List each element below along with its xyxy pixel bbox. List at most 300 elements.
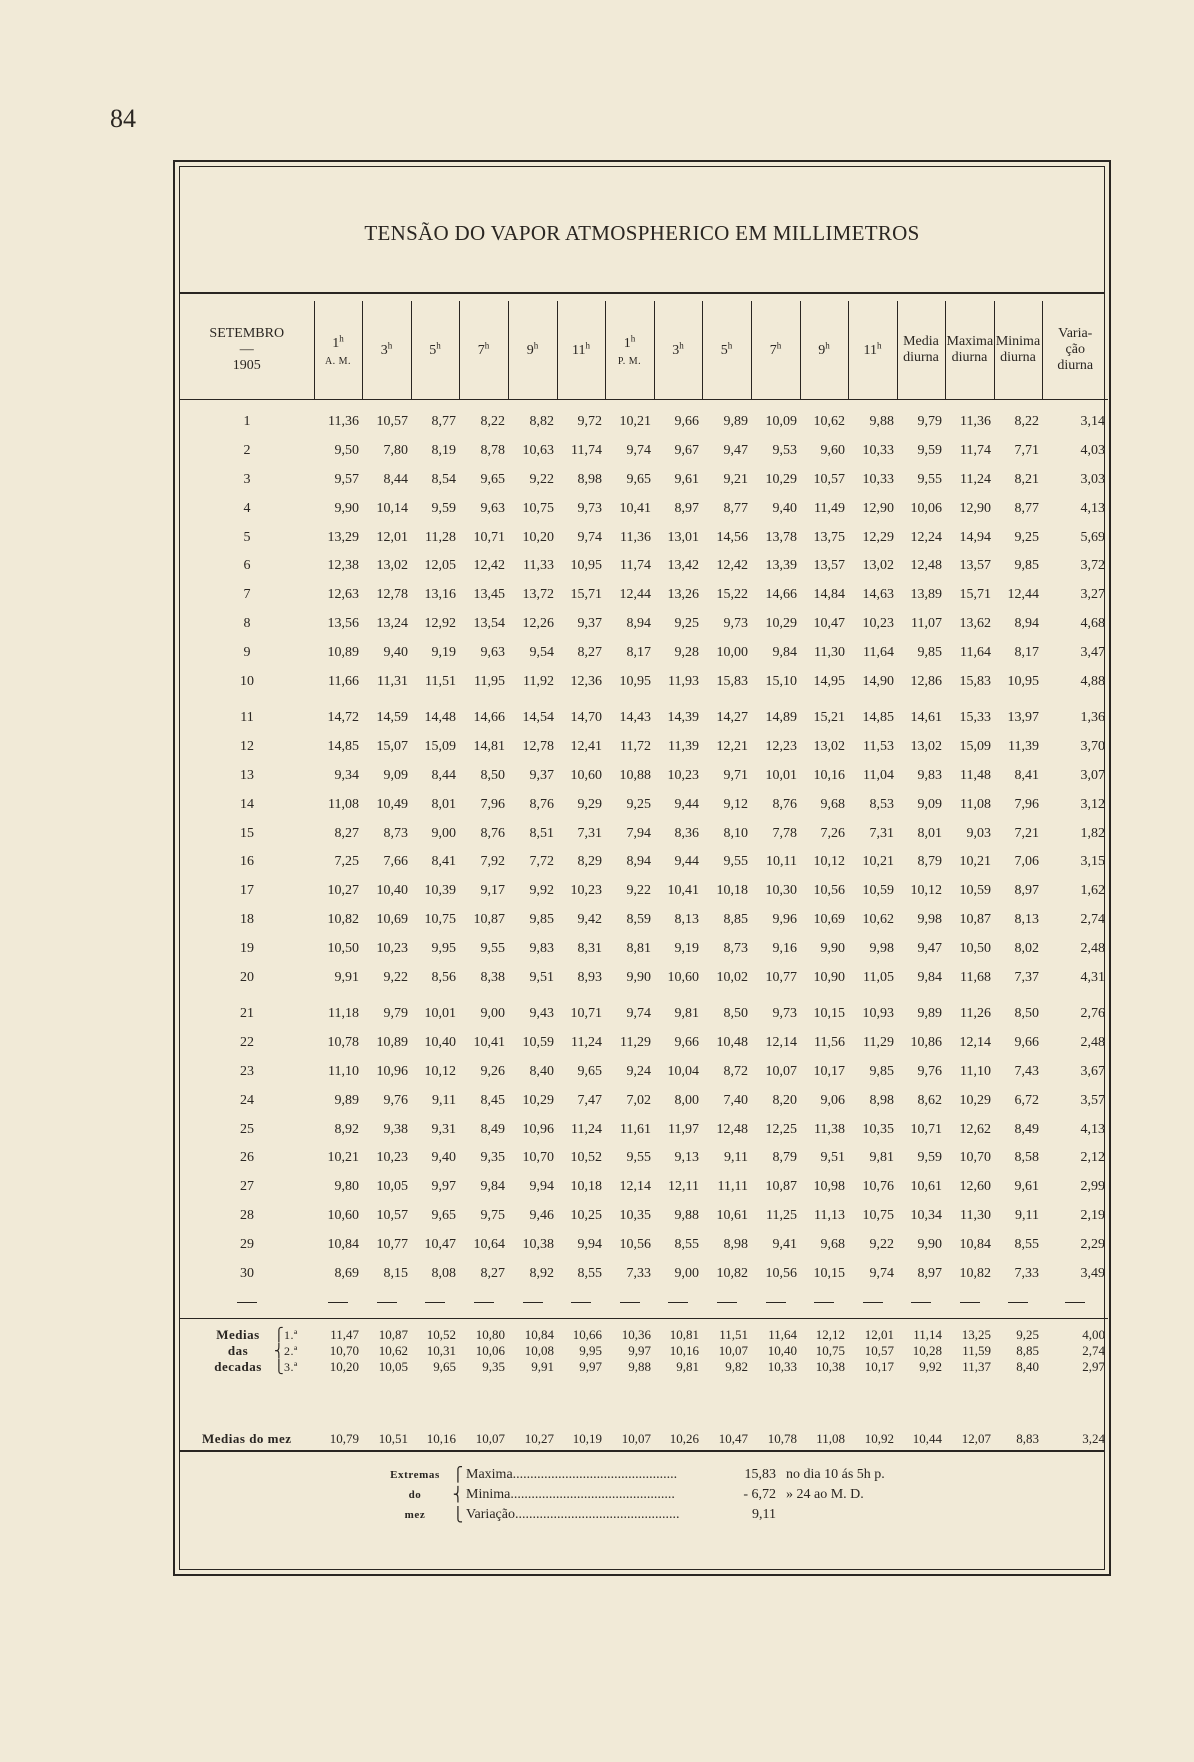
value-cell: 9,65 [626,471,651,487]
value-cell: 8,77 [1014,500,1039,516]
day-cell: 9 [243,644,251,660]
dash-row [180,1288,1108,1319]
value-cell: 3,27 [1080,587,1105,603]
table-row [180,552,1108,581]
value-cell: 10,77 [765,969,797,985]
value-cell: 14,81 [473,739,505,755]
value-cell: 10,11 [766,854,797,870]
decade-value: 9,88 [628,1358,651,1374]
value-cell: 9,65 [431,1207,456,1223]
value-cell: 15,10 [765,673,797,689]
value-cell: 11,11 [717,1179,748,1195]
value-cell: 11,24 [571,1035,602,1051]
value-cell: 13,24 [376,615,408,631]
decade-value: 8,85 [1016,1342,1039,1358]
value-cell: 13,39 [765,558,797,574]
value-cell: 10,27 [327,883,359,899]
value-cell: 8,97 [917,1265,942,1281]
value-cell: 11,28 [425,529,456,545]
value-cell: 2,99 [1080,1179,1105,1195]
value-cell: 1,36 [1080,710,1105,726]
decade-value: 10,33 [767,1358,797,1374]
value-cell: 9,31 [431,1121,456,1137]
value-cell: 9,55 [626,1150,651,1166]
value-cell: 10,82 [327,911,359,927]
value-cell: 13,56 [327,615,359,631]
value-cell: 12,01 [376,529,408,545]
value-cell: 9,65 [480,471,505,487]
am-label: A. M. [324,355,352,367]
decade-value: 9,82 [725,1358,748,1374]
value-cell: 9,11 [724,1150,748,1166]
value-cell: 8,79 [917,854,942,870]
extreme-row-minima [380,1485,1040,1505]
value-cell: 9,24 [626,1063,651,1079]
value-cell: 8,77 [723,500,748,516]
hour-header: 11$^h$ [848,301,897,400]
value-cell: 9,22 [869,1236,894,1252]
value-cell: 10,29 [765,615,797,631]
month-mean-label: Medias do mez [202,1430,292,1446]
decade-ordinal: 3.ª [284,1359,298,1374]
value-cell: 9,94 [577,1236,602,1252]
value-cell: 10,34 [910,1207,942,1223]
value-cell: 15,71 [959,587,991,603]
decade-value: 10,70 [329,1342,359,1358]
table-row [180,906,1108,935]
value-cell: 8,72 [723,1063,748,1079]
value-cell: 9,88 [674,1207,699,1223]
value-cell: 7,31 [577,825,602,841]
value-cell: 10,18 [716,883,748,899]
value-cell: 9,55 [917,471,942,487]
value-cell: 13,02 [376,558,408,574]
extremes-label: Extremas [390,1469,440,1481]
day-cell: 15 [240,825,254,841]
value-cell: 11,29 [620,1035,651,1051]
table-row [180,790,1108,819]
value-cell: 10,69 [376,911,408,927]
value-cell: 10,59 [862,883,894,899]
value-cell: 9,79 [383,1006,408,1022]
decade-brace: ⎨ [274,1342,285,1358]
value-cell: 10,04 [667,1063,699,1079]
day-cell: 25 [240,1121,254,1137]
header-row [180,301,1108,400]
value-cell: 7,96 [1014,796,1039,812]
value-cell: 11,31 [377,673,408,689]
vapor-tension-table [180,301,1108,1451]
value-cell: 10,30 [765,883,797,899]
extreme-row-maxima [380,1465,1040,1485]
value-cell: 8,82 [529,414,554,430]
value-cell: 8,81 [626,940,651,956]
value-cell: 9,21 [723,471,748,487]
month-mean-value: 10,79 [329,1430,359,1446]
value-cell: 8,19 [431,443,456,459]
value-cell: 5,69 [1080,529,1105,545]
variacao-diurna-header: Varia- ção diurna [1042,301,1108,400]
month-mean-value: 10,92 [864,1430,894,1446]
value-cell: 10,40 [376,883,408,899]
value-cell: 10,23 [667,767,699,783]
decade-value: 11,51 [719,1326,748,1342]
value-cell: 10,61 [716,1207,748,1223]
value-cell: 8,50 [480,767,505,783]
value-cell: 8,02 [1014,940,1039,956]
value-cell: 11,66 [328,673,359,689]
value-cell: 14,54 [522,710,554,726]
decade-value: 11,47 [330,1326,359,1342]
month-mean-value: 10,26 [669,1430,699,1446]
value-cell: 11,24 [571,1121,602,1137]
media-diurna-header: Media diurna [897,301,945,400]
hour-header: 9$^h$ [508,301,557,400]
value-cell: 12,26 [522,615,554,631]
month-mean-row [180,1375,1108,1451]
table-row [180,1086,1108,1115]
decade-row [180,1359,1108,1375]
value-cell: 13,62 [959,615,991,631]
value-cell: 9,34 [334,767,359,783]
value-cell: 13,42 [667,558,699,574]
value-cell: 10,35 [862,1121,894,1137]
value-cell: 10,33 [862,443,894,459]
value-cell: 11,30 [960,1207,991,1223]
decade-ordinal: 2.ª [284,1343,298,1358]
value-cell: 12,11 [668,1179,699,1195]
day-cell: 17 [240,883,254,899]
value-cell: 10,14 [376,500,408,516]
value-cell: 8,50 [1014,1006,1039,1022]
extreme-name: Maxima............................................... [466,1467,678,1482]
month-extremes [380,1465,1040,1525]
dash-mark [863,1302,883,1303]
value-cell: 12,14 [959,1035,991,1051]
value-cell: 10,75 [522,500,554,516]
dash-cell [848,1288,897,1319]
value-cell: 11,74 [571,443,602,459]
value-cell: 4,03 [1080,443,1105,459]
value-cell: 12,23 [765,739,797,755]
decade-label-text: decadas [214,1358,262,1374]
value-cell: 13,02 [862,558,894,574]
table-row [180,408,1108,437]
value-cell: 9,74 [626,1006,651,1022]
value-cell: 8,51 [529,825,554,841]
decade-value: 9,95 [579,1342,602,1358]
value-cell: 15,71 [570,587,602,603]
value-cell: 10,87 [765,1179,797,1195]
table-row [180,934,1108,963]
value-cell: 11,72 [620,739,651,755]
month-mean-value: 10,07 [475,1430,505,1446]
dash-cell [654,1288,702,1319]
value-cell: 10,02 [716,969,748,985]
value-cell: 9,68 [820,1236,845,1252]
hour-header-pm: 1$^h$ P. M. [605,301,654,400]
value-cell: 10,59 [522,1035,554,1051]
value-cell: 10,78 [327,1035,359,1051]
value-cell: 2,48 [1080,1035,1105,1051]
day-cell: 19 [240,940,254,956]
value-cell: 9,98 [917,911,942,927]
value-cell: 8,56 [431,969,456,985]
brace-mid: ⎨ [452,1487,464,1503]
day-cell: 26 [240,1150,254,1166]
value-cell: 8,85 [723,911,748,927]
value-cell: 8,13 [674,911,699,927]
value-cell: 9,44 [674,854,699,870]
value-cell: 9,84 [772,644,797,660]
value-cell: 8,21 [1014,471,1039,487]
value-cell: 12,42 [716,558,748,574]
dash-cell [508,1288,557,1319]
value-cell: 10,39 [424,883,456,899]
value-cell: 8,76 [529,796,554,812]
value-cell: 8,27 [480,1265,505,1281]
value-cell: 9,59 [917,1150,942,1166]
decade-label [180,1359,314,1375]
value-cell: 9,88 [869,414,894,430]
value-cell: 8,49 [1014,1121,1039,1137]
month-mean-value: 12,07 [961,1430,991,1446]
table-row [180,704,1108,733]
extreme-note: » 24 ao M. D. [786,1487,864,1502]
value-cell: 10,69 [813,911,845,927]
table-row [180,667,1108,696]
day-cell: 13 [240,767,254,783]
value-cell: 8,49 [480,1121,505,1137]
value-cell: 14,95 [813,673,845,689]
value-cell: 11,64 [960,644,991,660]
value-cell: 12,44 [1007,587,1039,603]
decade-value: 11,37 [962,1358,991,1374]
value-cell: 11,10 [960,1063,991,1079]
value-cell: 10,70 [959,1150,991,1166]
value-cell: 10,41 [473,1035,505,1051]
value-cell: 7,96 [480,796,505,812]
value-cell: 9,74 [577,529,602,545]
hour-header: 3$^h$ [654,301,702,400]
month-mean-value: 10,07 [621,1430,651,1446]
value-cell: 12,14 [619,1179,651,1195]
value-cell: 12,24 [910,529,942,545]
value-cell: 13,89 [910,587,942,603]
value-cell: 11,93 [668,673,699,689]
value-cell: 10,64 [473,1236,505,1252]
value-cell: 11,51 [425,673,456,689]
day-cell: 21 [240,1006,254,1022]
value-cell: 10,93 [862,1006,894,1022]
value-cell: 11,38 [814,1121,845,1137]
value-cell: 8,38 [480,969,505,985]
extremes-label: do [408,1489,422,1501]
decade-ordinal: 1.ª [284,1327,298,1342]
value-cell: 8,73 [383,825,408,841]
value-cell: 9,61 [1014,1179,1039,1195]
value-cell: 12,25 [765,1121,797,1137]
value-cell: 14,84 [813,587,845,603]
value-cell: 15,09 [424,739,456,755]
hour-header: 11$^h$ [557,301,605,400]
dash-mark [717,1302,737,1303]
decade-value: 10,40 [767,1342,797,1358]
day-cell: 24 [240,1092,254,1108]
value-cell: 14,89 [765,710,797,726]
value-cell: 9,46 [529,1207,554,1223]
value-cell: 7,21 [1014,825,1039,841]
table-row [180,1173,1108,1202]
decade-value: 9,97 [579,1358,602,1374]
value-cell: 8,53 [869,796,894,812]
table-title: TENSÃO DO VAPOR ATMOSPHERICO EM MILLIMETROS [180,167,1104,294]
value-cell: 10,29 [765,471,797,487]
dash-mark [1008,1302,1028,1303]
value-cell: 9,25 [1014,529,1039,545]
value-cell: 10,33 [862,471,894,487]
day-cell: 27 [240,1179,254,1195]
value-cell: 11,10 [328,1063,359,1079]
value-cell: 9,85 [529,911,554,927]
value-cell: 10,48 [716,1035,748,1051]
value-cell: 11,74 [960,443,991,459]
value-cell: 10,82 [959,1265,991,1281]
value-cell: 9,97 [431,1179,456,1195]
decade-value: 10,75 [815,1342,845,1358]
group-gap [180,992,1108,1000]
value-cell: 10,76 [862,1179,894,1195]
value-cell: 2,74 [1080,911,1105,927]
decade-row [180,1343,1108,1359]
day-cell: 20 [240,969,254,985]
dash-mark [237,1302,257,1303]
value-cell: 12,14 [765,1035,797,1051]
decade-value: 9,25 [1016,1326,1039,1342]
month-mean-value: 11,08 [816,1430,845,1446]
value-cell: 3,12 [1080,796,1105,812]
value-cell: 9,83 [529,940,554,956]
value-cell: 10,75 [424,911,456,927]
value-cell: 8,92 [334,1121,359,1137]
header-dash: — [239,341,254,357]
decade-value: 10,08 [524,1342,554,1358]
value-cell: 8,55 [674,1236,699,1252]
value-cell: 9,09 [917,796,942,812]
value-cell: 10,87 [959,911,991,927]
value-cell: 9,40 [383,644,408,660]
day-cell: 1 [243,414,251,430]
value-cell: 11,74 [620,558,651,574]
value-cell: 10,60 [327,1207,359,1223]
value-cell: 8,55 [577,1265,602,1281]
hour-header: 3$^h$ [362,301,411,400]
month-mean-value: 10,47 [718,1430,748,1446]
value-cell: 9,16 [772,940,797,956]
decade-value: 10,57 [864,1342,894,1358]
table-frame-inner [179,166,1105,1570]
daily-rows [180,400,1108,1451]
group-gap [180,400,1108,409]
value-cell: 11,05 [863,969,894,985]
value-cell: 10,96 [376,1063,408,1079]
value-cell: 11,64 [863,644,894,660]
value-cell: 10,56 [619,1236,651,1252]
value-cell: 10,71 [473,529,505,545]
value-cell: 10,84 [959,1236,991,1252]
value-cell: 12,41 [570,739,602,755]
table-row [180,819,1108,848]
day-cell: 2 [243,443,251,459]
value-cell: 10,23 [862,615,894,631]
value-cell: 8,92 [529,1265,554,1281]
dash-cell [702,1288,751,1319]
value-cell: 10,86 [910,1035,942,1051]
value-cell: 8,50 [723,1006,748,1022]
decade-label [180,1343,314,1359]
value-cell: 11,24 [960,471,991,487]
value-cell: 12,92 [424,615,456,631]
value-cell: 10,23 [376,1150,408,1166]
dash-mark [911,1302,931,1303]
value-cell: 9,22 [626,883,651,899]
value-cell: 9,40 [431,1150,456,1166]
value-cell: 4,13 [1080,500,1105,516]
decade-value: 10,07 [718,1342,748,1358]
minima-diurna-header: Minima diurna [994,301,1042,400]
value-cell: 7,06 [1014,854,1039,870]
dash-mark [328,1302,348,1303]
value-cell: 14,90 [862,673,894,689]
dash-cell [605,1288,654,1319]
day-cell: 30 [240,1265,254,1281]
decade-value: 12,12 [815,1326,845,1342]
dash-mark [571,1302,591,1303]
decade-label-text: das [227,1342,249,1358]
value-cell: 10,50 [959,940,991,956]
value-cell: 9,98 [869,940,894,956]
value-cell: 7,94 [626,825,651,841]
day-cell: 6 [243,558,251,574]
value-cell: 11,04 [863,767,894,783]
value-cell: 9,89 [917,1006,942,1022]
value-cell: 11,97 [668,1121,699,1137]
value-cell: 15,09 [959,739,991,755]
value-cell: 4,68 [1080,615,1105,631]
value-cell: 10,09 [765,414,797,430]
value-cell: 10,95 [570,558,602,574]
value-cell: 12,29 [862,529,894,545]
value-cell: 12,78 [376,587,408,603]
value-cell: 11,08 [328,796,359,812]
value-cell: 10,47 [424,1236,456,1252]
extreme-row-variacao [380,1505,1040,1525]
value-cell: 7,33 [1014,1265,1039,1281]
value-cell: 9,17 [480,883,505,899]
extreme-value: - 6,72 [743,1487,776,1502]
value-cell: 14,61 [910,710,942,726]
value-cell: 10,59 [959,883,991,899]
value-cell: 10,25 [570,1207,602,1223]
value-cell: 8,17 [626,644,651,660]
value-cell: 10,05 [376,1179,408,1195]
day-cell: 4 [243,500,251,516]
value-cell: 11,33 [523,558,554,574]
value-cell: 8,62 [917,1092,942,1108]
value-cell: 10,07 [765,1063,797,1079]
value-cell: 4,31 [1080,969,1105,985]
value-cell: 9,76 [383,1092,408,1108]
